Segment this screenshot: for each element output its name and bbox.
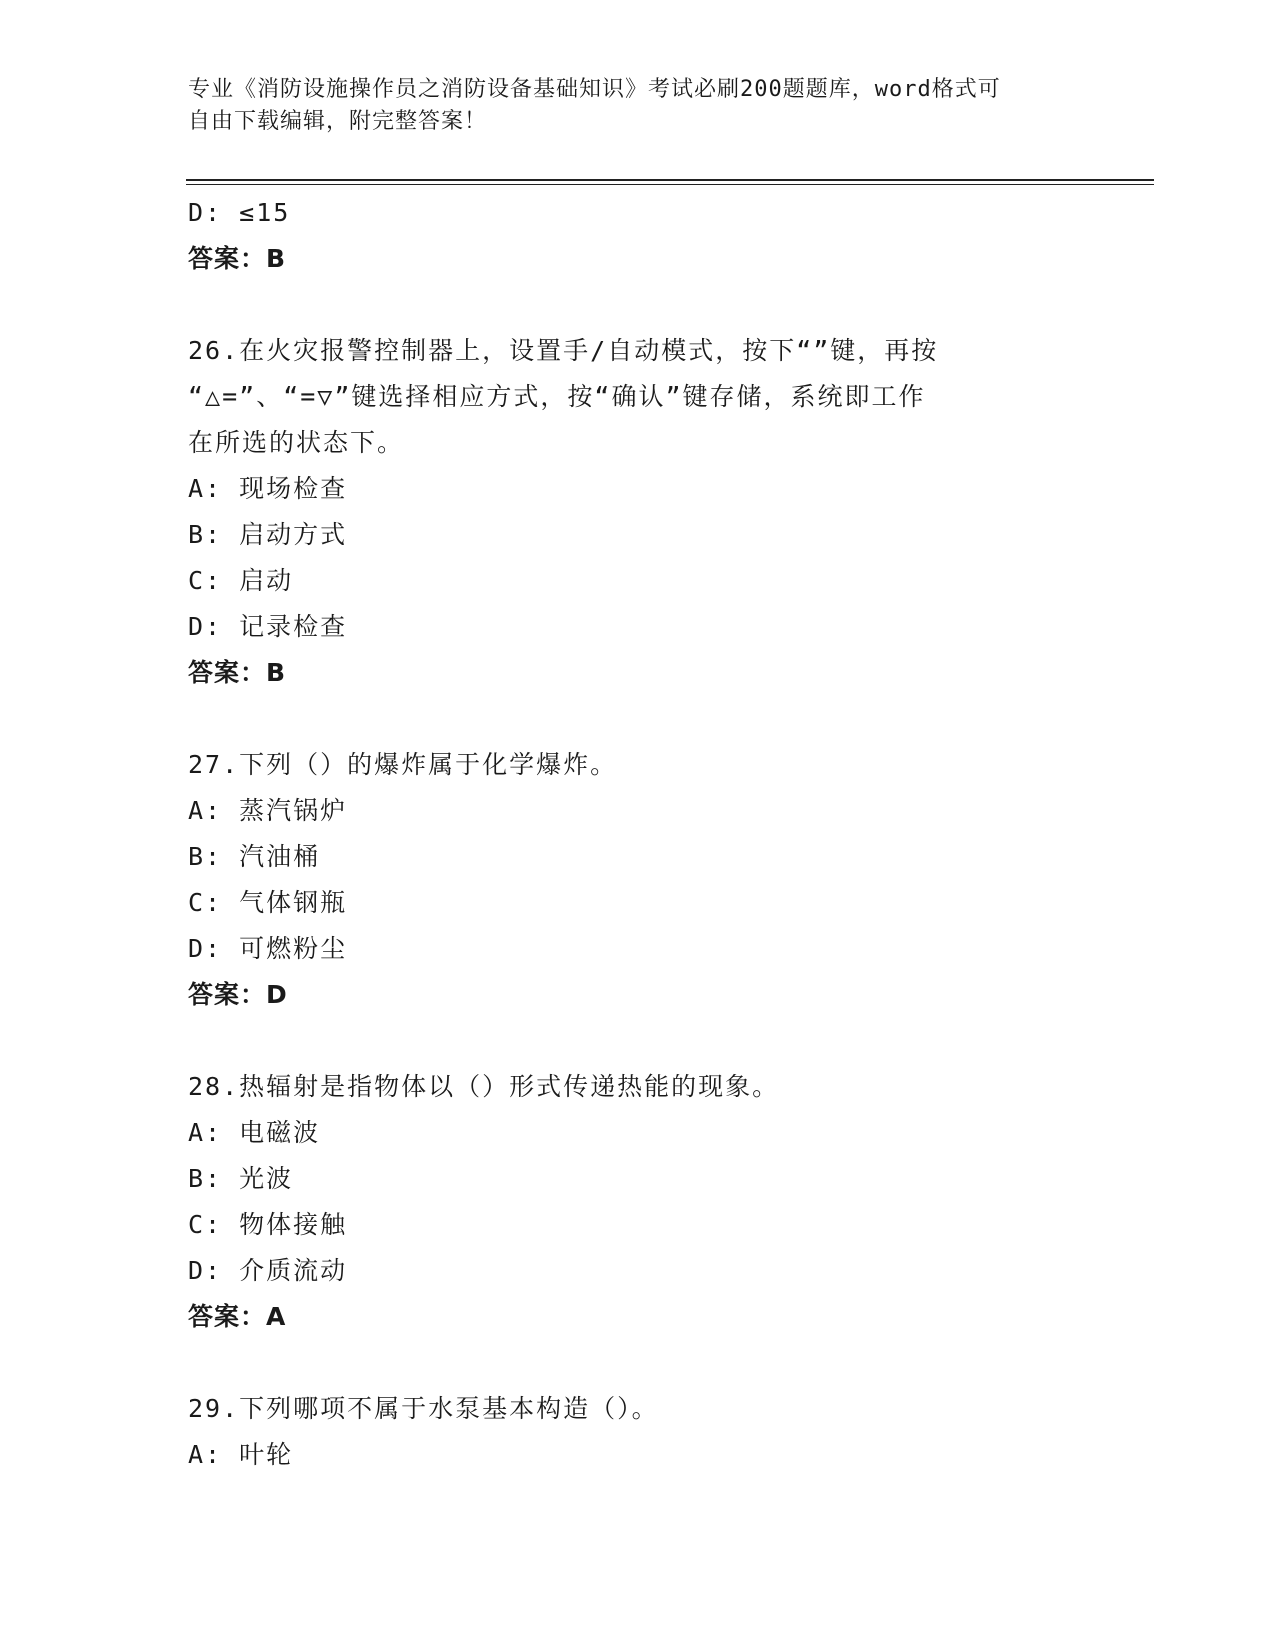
document-header <box>188 74 1068 138</box>
option-b: B: 光波 <box>188 1164 294 1193</box>
header-divider-thin <box>186 184 1154 185</box>
spacer <box>188 1340 1088 1386</box>
option-c: C: 启动 <box>188 566 294 595</box>
option-c: C: 物体接触 <box>188 1210 348 1239</box>
question-text-line: “△=”、“=▽”键选择相应方式，按“确认”键存储，系统即工作 <box>188 382 926 411</box>
header-line-2: 自由下载编辑，附完整答案！ <box>188 109 488 134</box>
question-text-line: 27.下列（）的爆炸属于化学爆炸。 <box>188 750 618 779</box>
option-a: A: 蒸汽锅炉 <box>188 796 348 825</box>
answer: 答案：A <box>188 1302 287 1331</box>
question-text-line: 在所选的状态下。 <box>188 428 405 457</box>
question-29 <box>188 1386 1088 1478</box>
question-text-line: 28.热辐射是指物体以（）形式传递热能的现象。 <box>188 1072 780 1101</box>
option-d: D: 记录检查 <box>188 612 348 641</box>
option-a: A: 叶轮 <box>188 1440 294 1469</box>
header-line-1: 专业《消防设施操作员之消防设备基础知识》考试必刷200题题库，word格式可 <box>188 77 1001 102</box>
question-text-line: 26.在火灾报警控制器上，设置手/自动模式，按下“”键，再按 <box>188 336 939 365</box>
option-d: D: 可燃粉尘 <box>188 934 348 963</box>
prev-answer: 答案：B <box>188 244 287 273</box>
option-b: B: 汽油桶 <box>188 842 321 871</box>
header-divider-thick <box>186 179 1154 181</box>
question-text-line: 29.下列哪项不属于水泵基本构造（）。 <box>188 1394 659 1423</box>
spacer <box>188 1018 1088 1064</box>
answer: 答案：B <box>188 658 287 687</box>
question-27 <box>188 742 1088 1018</box>
spacer <box>188 696 1088 742</box>
option-a: A: 电磁波 <box>188 1118 321 1147</box>
question-28 <box>188 1064 1088 1340</box>
option-c: C: 气体钢瓶 <box>188 888 348 917</box>
option-d: D: 介质流动 <box>188 1256 348 1285</box>
prev-option-d: D: ≤15 <box>188 198 291 227</box>
question-26 <box>188 328 1088 696</box>
option-a: A: 现场检查 <box>188 474 348 503</box>
question-list <box>188 190 1088 1478</box>
answer: 答案：D <box>188 980 288 1009</box>
spacer <box>188 282 1088 328</box>
option-b: B: 启动方式 <box>188 520 348 549</box>
